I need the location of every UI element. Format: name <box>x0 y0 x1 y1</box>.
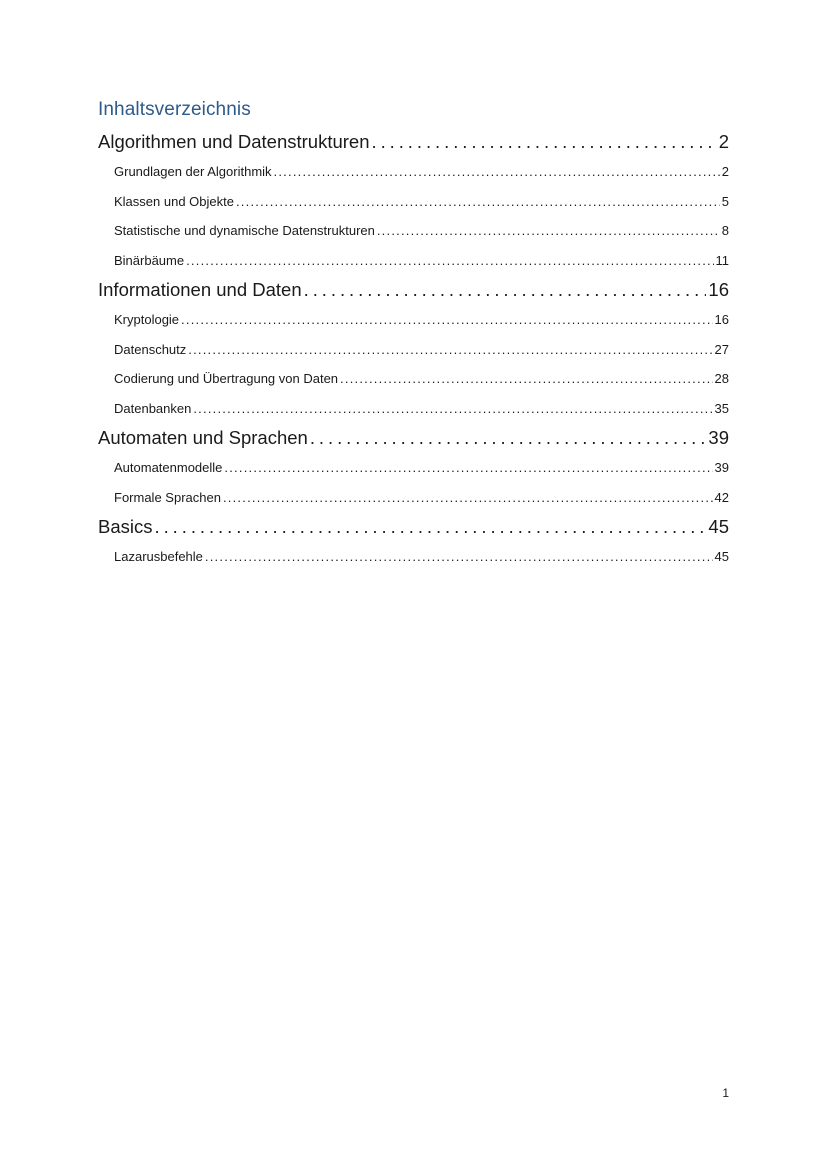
toc-page-number: 39 <box>714 460 729 475</box>
toc-heading: Inhaltsverzeichnis <box>98 99 251 120</box>
toc-subsection-entry[interactable] <box>98 335 729 365</box>
toc-subsection-title: Lazarusbefehle <box>114 549 203 564</box>
toc-subsection-entry[interactable] <box>98 246 729 276</box>
toc-subsection-title: Klassen und Objekte <box>114 193 234 209</box>
dot-leader <box>188 335 712 365</box>
toc-page-number: 35 <box>714 400 729 416</box>
dot-leader <box>186 246 713 276</box>
dot-leader <box>155 512 707 542</box>
toc-section-title: Algorithmen und Datenstrukturen <box>98 131 370 152</box>
toc-section-title: Automaten und Sprachen <box>98 427 308 448</box>
toc-page-number: 5 <box>721 193 729 209</box>
page-number: 1 <box>722 1086 729 1100</box>
toc-subsection-title: Statistische und dynamische Datenstrukturen <box>114 223 375 238</box>
toc-section-title: Basics <box>98 516 153 537</box>
dot-leader <box>223 483 713 513</box>
toc-subsection-title: Formale Sprachen <box>114 489 221 505</box>
toc-subsection-entry[interactable] <box>98 216 729 246</box>
toc-page-number: 45 <box>714 549 729 564</box>
table-of-contents <box>98 127 729 572</box>
dot-leader <box>371 127 716 157</box>
toc-subsection-entry[interactable] <box>98 483 729 513</box>
toc-subsection-entry[interactable] <box>98 453 729 483</box>
dot-leader <box>304 275 707 305</box>
dot-leader <box>377 216 720 246</box>
dot-leader <box>181 305 712 335</box>
toc-page-number: 11 <box>715 252 729 268</box>
dot-leader <box>205 542 713 572</box>
toc-page-number: 16 <box>708 279 729 300</box>
dot-leader <box>224 453 712 483</box>
dot-leader <box>310 423 707 453</box>
toc-subsection-entry[interactable] <box>98 394 729 424</box>
toc-page-number: 16 <box>714 312 729 327</box>
toc-subsection-title: Binärbäume <box>114 252 185 268</box>
toc-subsection-title: Datenbanken <box>114 400 192 416</box>
toc-subsection-title: Automatenmodelle <box>114 460 223 475</box>
toc-section-entry[interactable] <box>98 512 729 542</box>
toc-subsection-title: Kryptologie <box>114 312 180 327</box>
dot-leader <box>274 157 720 187</box>
toc-section-entry[interactable] <box>98 423 729 453</box>
toc-page-number: 39 <box>708 427 729 448</box>
dot-leader <box>193 394 712 424</box>
toc-section-entry[interactable] <box>98 127 729 157</box>
toc-section-title: Informationen und Daten <box>98 279 302 300</box>
toc-page-number: 42 <box>714 489 729 505</box>
toc-page-number: 8 <box>721 223 729 238</box>
toc-page-number: 28 <box>714 371 729 386</box>
dot-leader <box>236 187 720 217</box>
toc-page-number: 2 <box>718 131 729 152</box>
toc-subsection-entry[interactable] <box>98 305 729 335</box>
toc-subsection-title: Codierung und Übertragung von Daten <box>114 371 339 386</box>
toc-section-entry[interactable] <box>98 275 729 305</box>
toc-subsection-entry[interactable] <box>98 542 729 572</box>
toc-page-number: 45 <box>708 516 729 537</box>
dot-leader <box>340 364 712 394</box>
toc-page-number: 2 <box>721 164 729 179</box>
toc-subsection-title: Grundlagen der Algorithmik <box>114 164 272 179</box>
toc-subsection-entry[interactable] <box>98 364 729 394</box>
toc-subsection-entry[interactable] <box>98 157 729 187</box>
toc-subsection-title: Datenschutz <box>114 341 187 357</box>
toc-page-number: 27 <box>714 341 729 357</box>
toc-subsection-entry[interactable] <box>98 187 729 217</box>
